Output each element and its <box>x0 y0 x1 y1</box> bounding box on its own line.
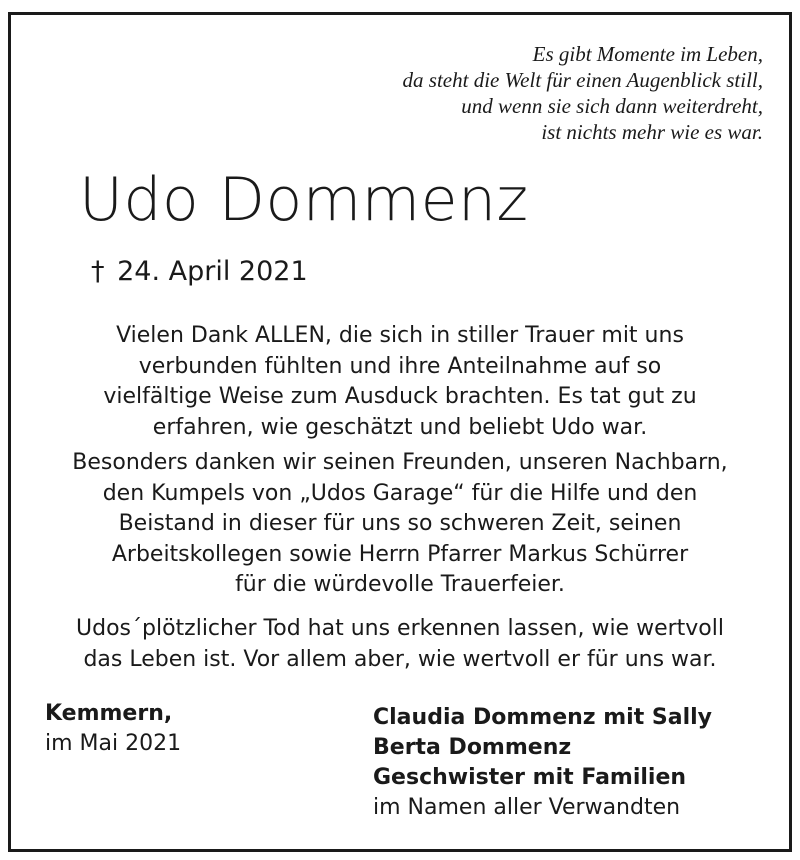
signers-closing: im Namen aller Verwandten <box>373 795 681 820</box>
motto-line: ist nichts mehr wie es war. <box>541 120 763 144</box>
place-town: Kemmern, <box>45 701 173 726</box>
paragraph-line: Vielen Dank ALLEN, die sich in stiller Trauer mit uns <box>116 323 684 348</box>
signers-block <box>373 703 712 823</box>
signer-name: Geschwister mit Familien <box>373 765 687 790</box>
death-date: 24. April 2021 <box>117 256 308 287</box>
paragraph-line: Udos´plötzlicher Tod hat uns erkennen lassen, wie wertvoll <box>76 616 724 641</box>
place-date: im Mai 2021 <box>45 731 182 756</box>
obituary-notice <box>8 12 792 852</box>
paragraph-line: das Leben ist. Vor allem aber, wie wertvoll er für uns war. <box>83 646 717 672</box>
paragraph-line: verbunden fühlten und ihre Anteilnahme auf so <box>138 353 662 379</box>
signer-name: Claudia Dommenz mit Sally <box>373 705 713 730</box>
death-date-line <box>91 255 308 289</box>
motto-quote <box>403 41 763 145</box>
paragraph-line: vielfältige Weise zum Ausduck brachten. Es tat gut zu <box>103 384 697 409</box>
motto-line: Es gibt Momente im Leben, <box>532 42 763 66</box>
paragraph-line: den Kumpels von „Udos Garage“ für die Hilfe und den <box>102 480 698 506</box>
deceased-name: Udo Dommenz <box>79 165 529 235</box>
thanks-paragraph <box>11 321 789 443</box>
paragraph-line: erfahren, wie geschätzt und beliebt Udo war. <box>152 414 648 440</box>
signer-name: Berta Dommenz <box>373 735 572 760</box>
paragraph-line: Beistand in dieser für uns so schweren Zeit, seinen <box>118 511 682 536</box>
motto-line: und wenn sie sich dann weiterdreht, <box>461 94 763 118</box>
motto-line: da steht die Welt für einen Augenblick still, <box>402 68 763 92</box>
cross-icon: † <box>91 256 105 287</box>
paragraph-line: Arbeitskollegen sowie Herrn Pfarrer Markus Schürrer <box>111 541 689 567</box>
paragraph-line: für die würdevolle Trauerfeier. <box>235 572 565 597</box>
special-thanks-paragraph <box>11 448 789 601</box>
closing-paragraph <box>11 614 789 675</box>
place-and-date <box>45 699 181 759</box>
paragraph-line: Besonders danken wir seinen Freunden, unseren Nachbarn, <box>72 450 728 475</box>
